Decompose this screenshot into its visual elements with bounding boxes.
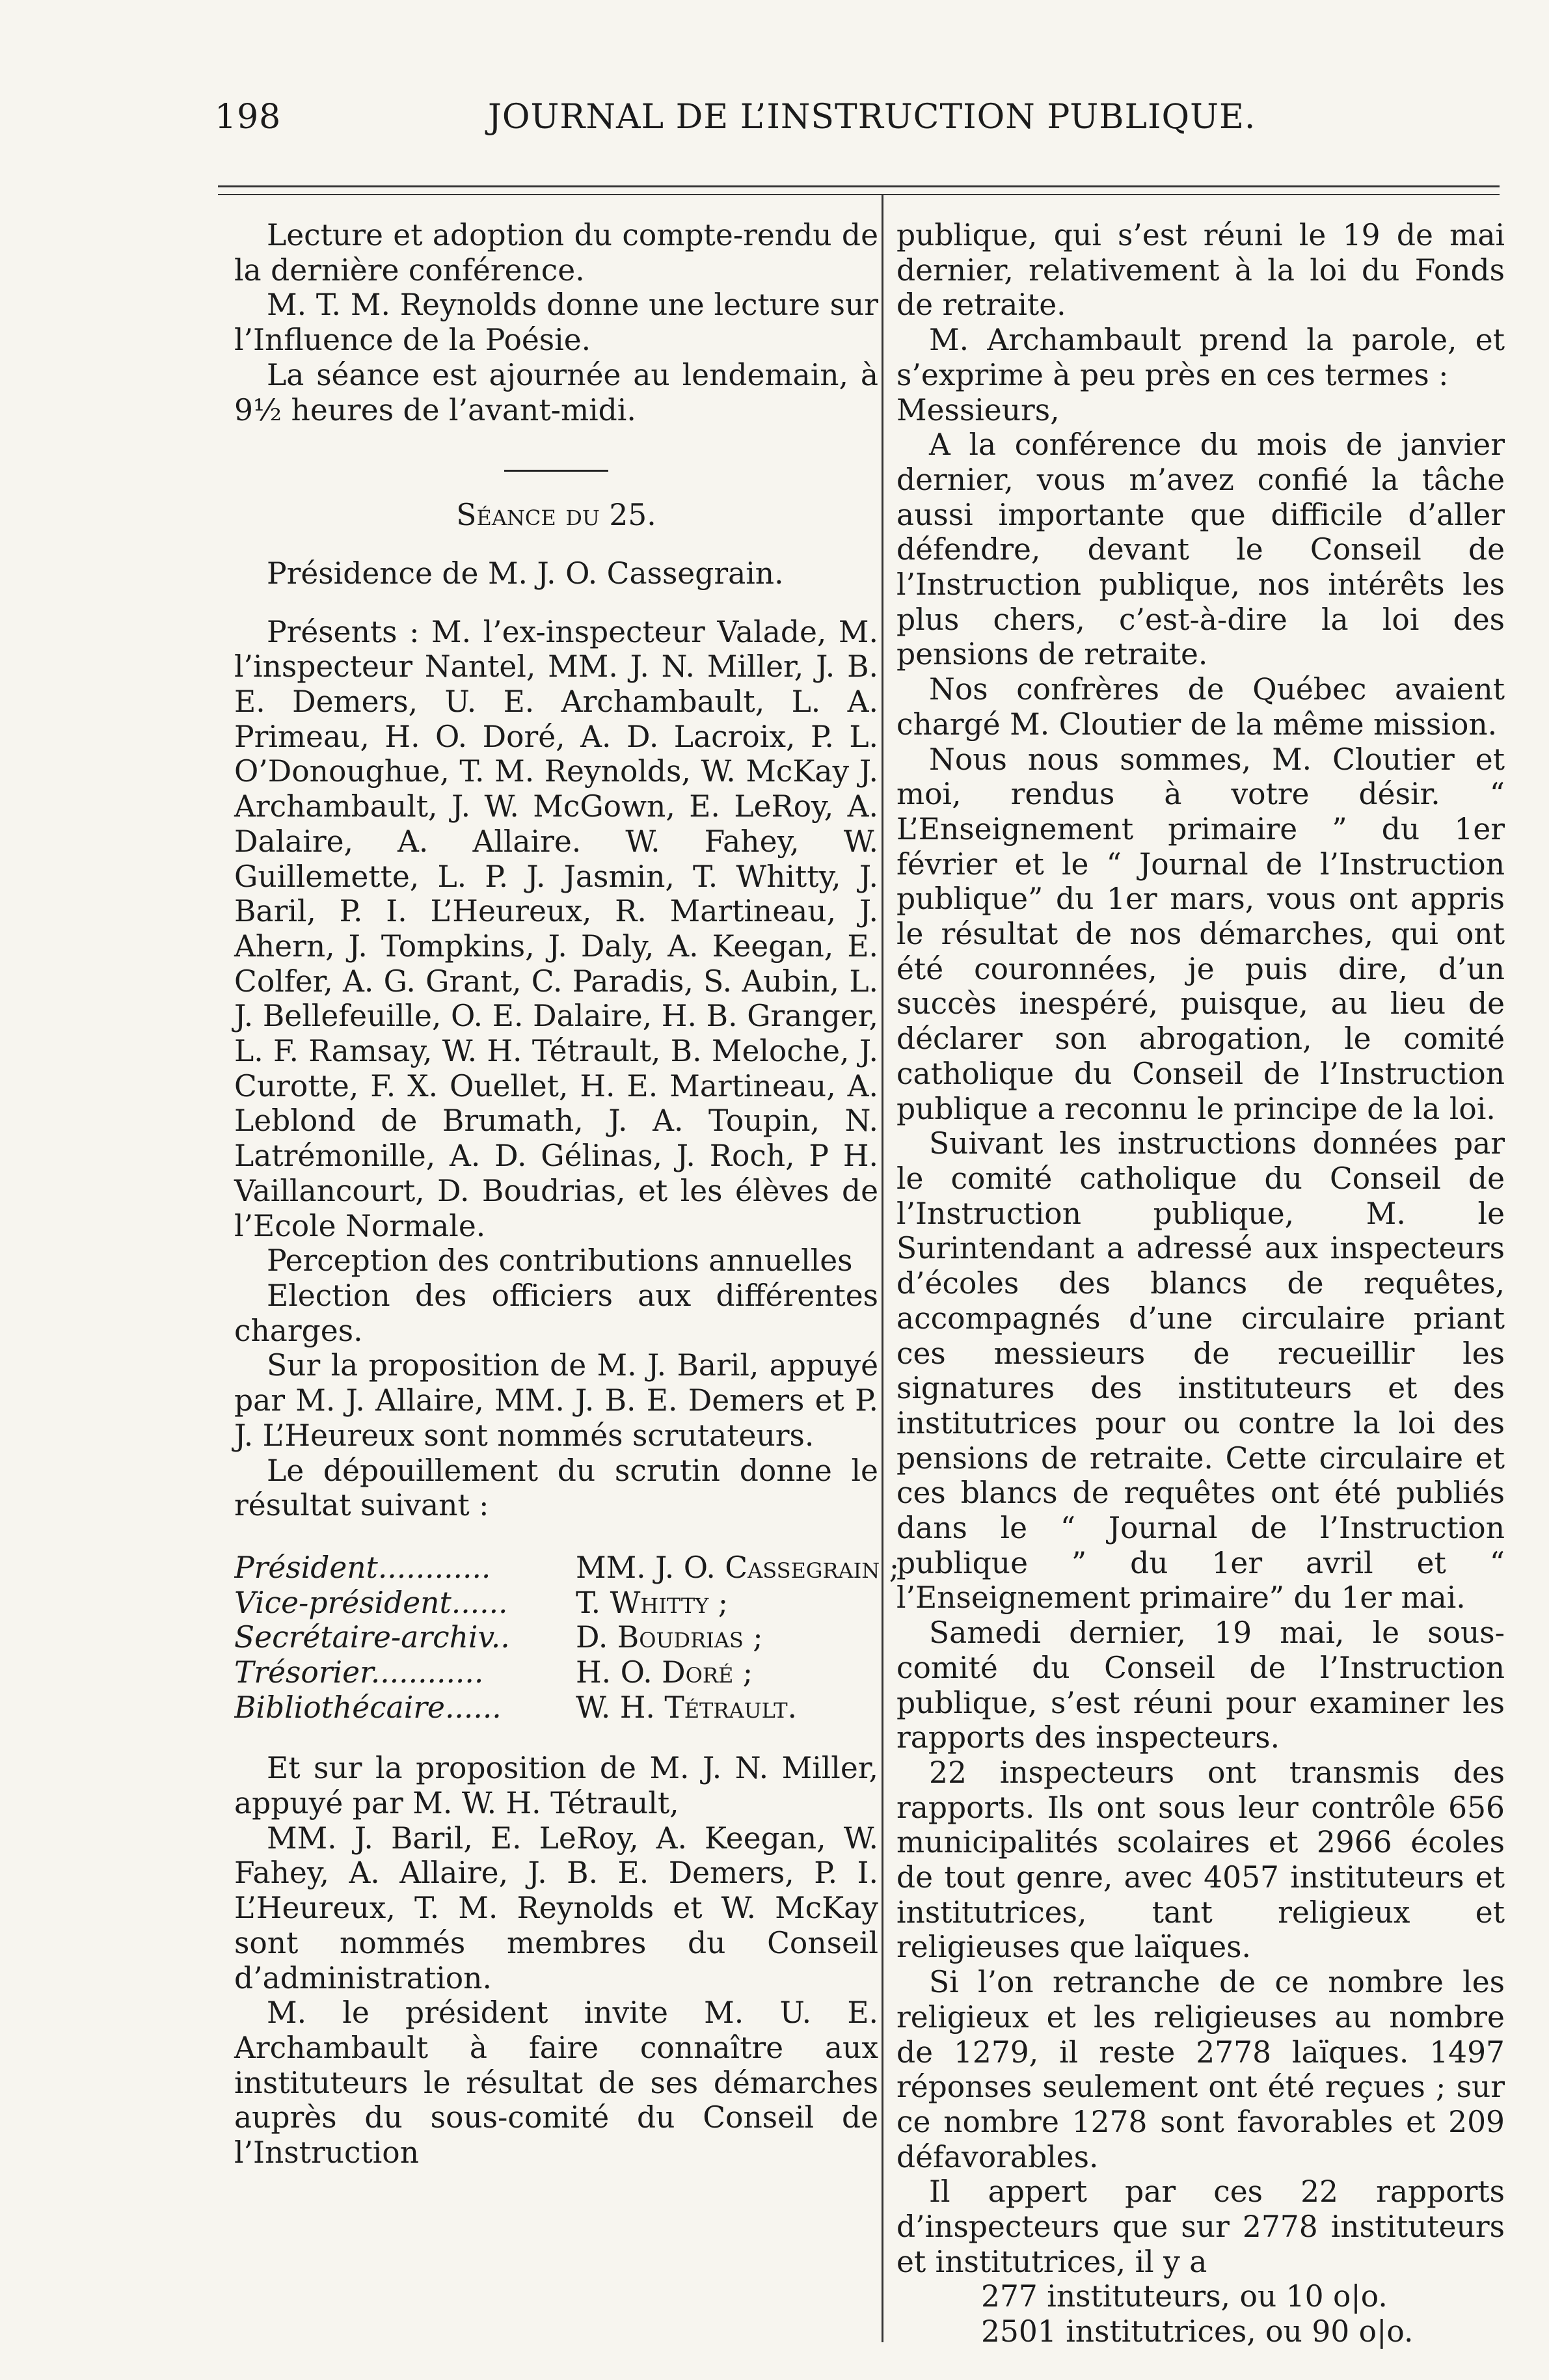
roster-role: Bibliothécaire...... — [234, 1690, 502, 1725]
paragraph-depouillement: Le dépouillement du scrutin donne le résultat suivant : — [234, 1453, 878, 1523]
officer-roster — [234, 1550, 900, 1725]
paragraph-invite: M. le président invite M. U. E. Archambault à faire connaître aux instituteurs le résultat de ses démarches auprès du sous-comité du Conseil de l’Instruction — [234, 1995, 878, 2170]
column-divider — [882, 195, 883, 2342]
paragraph-proposition-miller: Et sur la proposition de M. J. N. Miller, appuyé par M. W. H. Tétrault, — [234, 1751, 878, 1821]
statistics-list — [981, 2279, 1505, 2349]
roster-role: Président............ — [234, 1550, 491, 1585]
paragraph-perception: Perception des contributions annuelles — [267, 1243, 853, 1278]
running-title: JOURNAL DE L’INSTRUCTION PUBLIQUE. — [488, 98, 1256, 137]
page-number: 198 — [215, 98, 282, 137]
paragraph-conference: A la conférence du mois de janvier dernier, vous m’avez confié la tâche aussi importante que difficile d’aller défendre, devant le Conseil de l’Instruction publique, nos intérêts les plus chers, c’est-à-dire la loi des pensions de retraite. — [896, 427, 1505, 672]
seance-heading: Séance du 25. — [456, 498, 656, 533]
paragraph-reynolds: M. T. M. Reynolds donne une lecture sur l’Influence de la Poésie. — [234, 288, 878, 358]
presidence-line: Présidence de M. J. O. Cassegrain. — [267, 556, 784, 591]
page-header — [215, 98, 1503, 150]
paragraph-membres-conseil: MM. J. Baril, E. LeRoy, A. Keegan, W. Fahey, A. Allaire, J. B. E. Demers, P. I. L’Heureux, T. M. Reynolds et W. McKay sont nommés membres du Conseil d’administration. — [234, 1820, 878, 1995]
roster-name: MM. J. O. Cassegrain ; — [576, 1550, 900, 1585]
roster-row — [234, 1690, 878, 1725]
roster-row — [234, 1655, 878, 1690]
roster-name: H. O. Doré ; — [576, 1655, 753, 1690]
paragraph-samedi: Samedi dernier, 19 mai, le sous-comité du Conseil de l’Instruction publique, s’est réuni pour examiner les rapports des inspecteurs. — [896, 1616, 1505, 1755]
paragraph-inspecteurs: 22 inspecteurs ont transmis des rapports. Ils ont sous leur contrôle 656 municipalités scolaires et 2966 écoles de tout genre, avec 4057 instituteurs et institutrices, tant religieux et religieuses que laïques. — [896, 1755, 1505, 1965]
right-column — [896, 218, 1505, 2349]
stat-line: 277 instituteurs, ou 10 o|o. — [981, 2279, 1388, 2314]
paragraph-proposition-scrutateurs: Sur la proposition de M. J. Baril, appuyé par M. J. Allaire, MM. J. B. E. Demers et P. J. L’Heureux sont nommés scrutateurs. — [234, 1348, 878, 1453]
roster-name: T. Whitty ; — [576, 1585, 729, 1620]
roster-role: Vice-président...... — [234, 1585, 508, 1620]
left-column — [234, 218, 900, 2170]
header-rule — [218, 185, 1500, 195]
paragraph-instructions: Suivant les instructions données par le comité catholique du Conseil de l’Instruction publique, M. le Surintendant a adressé aux inspecteurs d’écoles des blancs de requêtes, accompagnés d’une circulaire priant ces messieurs de recueillir les signatures des instituteurs et des institutrices pour ou contre la loi des pensions de retraite. Cette circulaire et ces blancs de requêtes ont été publiés dans le “ Journal de l’Instruction publique ” du 1er avril et “ l’Enseignement primaire” du 1er mai. — [896, 1126, 1505, 1616]
paragraph-continuation: publique, qui s’est réuni le 19 de mai dernier, relativement à la loi du Fonds de retraite. — [896, 218, 1505, 323]
roster-row — [234, 1620, 878, 1655]
salutation: Messieurs, — [896, 392, 1060, 427]
stat-line: 2501 institutrices, ou 90 o|o. — [981, 2314, 1414, 2349]
paragraph-appert: Il appert par ces 22 rapports d’inspecteurs que sur 2778 instituteurs et institutrices, il y a — [896, 2174, 1505, 2279]
paragraph-quebec: Nos confrères de Québec avaient chargé M. Cloutier de la même mission. — [896, 672, 1505, 742]
roster-name: W. H. Tétrault. — [576, 1690, 798, 1725]
roster-row — [234, 1586, 878, 1621]
roster-role: Trésorier............ — [234, 1655, 484, 1690]
section-divider — [504, 470, 608, 472]
paragraph-retranche: Si l’on retranche de ce nombre les religieux et les religieuses au nombre de 1279, il reste 2778 laïques. 1497 réponses seulement ont été reçues ; sur ce nombre 1278 sont favorables et 209 défavorables. — [896, 1965, 1505, 2174]
roster-role: Secrétaire-archiv.. — [234, 1620, 510, 1655]
roster-name: D. Boudrias ; — [576, 1620, 763, 1655]
paragraph-lecture: Lecture et adoption du compte-rendu de la dernière conférence. — [234, 218, 878, 288]
roster-row — [234, 1550, 900, 1586]
presents-list: Présents : M. l’ex-inspecteur Valade, M. l’inspecteur Nantel, MM. J. N. Miller, J. B. E. Demers, U. E. Archambault, L. A. Primeau, H. O. Doré, A. D. Lacroix, P. L. O’Donoughue, T. M. Reynolds, W. McKay J. Archambault, J. W. McGown, E. LeRoy, A. Dalaire, A. Allaire. W. Fahey, W. Guillemette, L. P. J. Jasmin, T. Whitty, J. Baril, P. I. L’Heureux, R. Martineau, J. Ahern, J. Tompkins, J. Daly, A. Keegan, E. Colfer, A. G. Grant, C. Paradis, S. Aubin, L. J. Bellefeuille, O. E. Dalaire, H. B. Granger, L. F. Ramsay, W. H. Tétrault, B. Meloche, J. Curotte, F. X. Ouellet, H. E. Martineau, A. Leblond de Brumath, J. A. Toupin, N. Latrémonille, A. D. Gélinas, J. Roch, P H. Vaillancourt, D. Boudrias, et les élèves de l’Ecole Normale. — [234, 614, 878, 1243]
paragraph-cloutier: Nous nous sommes, M. Cloutier et moi, rendus à votre désir. “ L’Enseignement primaire ” du 1er février et le “ Journal de l’Instruction publique” du 1er mars, vous ont appris le résultat de nos démarches, qui ont été couronnées, je puis dire, d’un succès inespéré, puisque, au lieu de déclarer son abrogation, le comité catholique du Conseil de l’Instruction publique a reconnu le principe de la loi. — [896, 742, 1505, 1126]
paragraph-archambault: M. Archambault prend la parole, et s’exprime à peu près en ces termes : — [896, 323, 1505, 392]
paragraph-ajournee: La séance est ajournée au lendemain, à 9½ heures de l’avant-midi. — [234, 357, 878, 427]
paragraph-election: Election des officiers aux différentes charges. — [234, 1278, 878, 1348]
